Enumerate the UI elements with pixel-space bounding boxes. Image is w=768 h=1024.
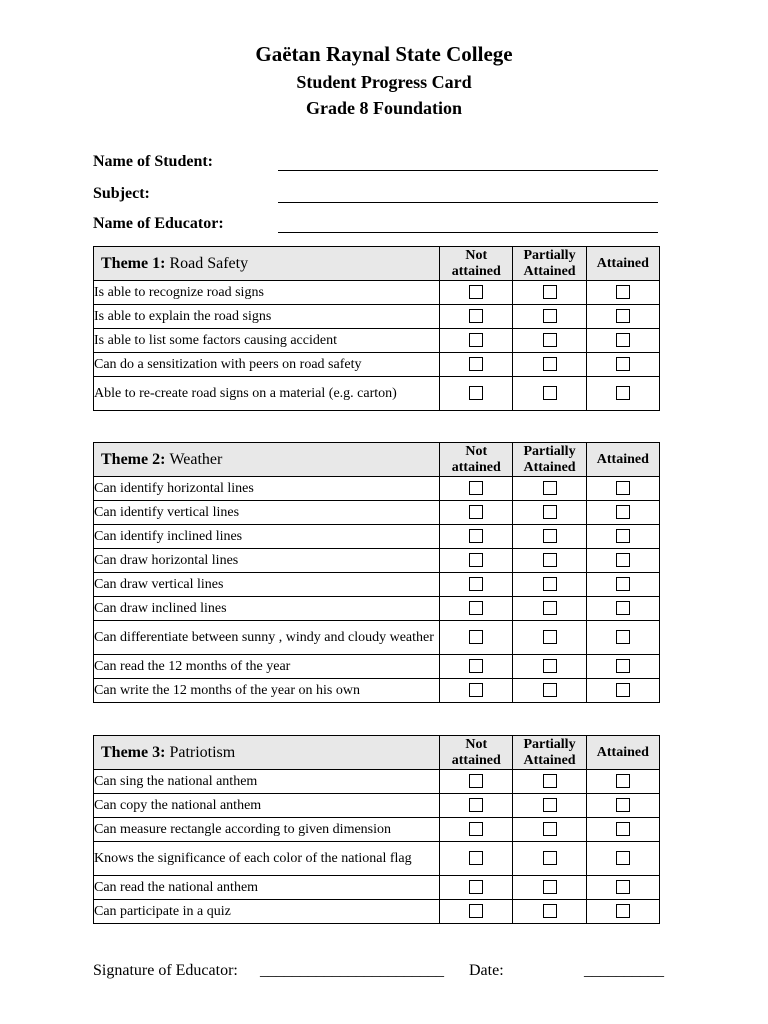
attained-cell: [586, 621, 659, 655]
not-attained-cell: [440, 477, 513, 501]
col-partially-attained-header: [513, 443, 586, 477]
criterion-text: Is able to list some factors causing accident: [94, 329, 440, 353]
attained-cell: [586, 818, 659, 842]
attained-checkbox[interactable]: [616, 529, 630, 543]
partially-attained-checkbox[interactable]: [543, 822, 557, 836]
theme-prefix: Theme 3:: [101, 743, 166, 761]
not-attained-checkbox[interactable]: [469, 798, 483, 812]
table-row: [94, 900, 660, 924]
partially-attained-cell: [513, 501, 586, 525]
criterion-text: Is able to recognize road signs: [94, 281, 440, 305]
theme-name: Road Safety: [169, 254, 249, 272]
partially-attained-cell: [513, 876, 586, 900]
partially-attained-checkbox[interactable]: [543, 851, 557, 865]
table-row: [94, 655, 660, 679]
table-row: [94, 818, 660, 842]
criterion-text: Can draw vertical lines: [94, 573, 440, 597]
not-attained-checkbox[interactable]: [469, 386, 483, 400]
partially-attained-checkbox[interactable]: [543, 683, 557, 697]
attained-checkbox[interactable]: [616, 285, 630, 299]
partially-attained-checkbox[interactable]: [543, 659, 557, 673]
partially-attained-checkbox[interactable]: [543, 904, 557, 918]
attained-checkbox[interactable]: [616, 505, 630, 519]
partially-attained-cell: [513, 900, 586, 924]
attained-cell: [586, 501, 659, 525]
partially-attained-checkbox[interactable]: [543, 529, 557, 543]
attained-cell: [586, 573, 659, 597]
col-partially-attained-label: Attained: [523, 752, 576, 768]
col-attained-header: [586, 736, 659, 770]
attained-checkbox[interactable]: [616, 683, 630, 697]
partially-attained-cell: [513, 329, 586, 353]
attained-cell: [586, 353, 659, 377]
not-attained-checkbox[interactable]: [469, 880, 483, 894]
criterion-text: Can differentiate between sunny , windy and cloudy weather: [94, 621, 440, 655]
table-row: [94, 477, 660, 501]
col-not-attained-label: attained: [451, 263, 501, 279]
col-not-attained-label: attained: [451, 459, 501, 475]
not-attained-cell: [440, 525, 513, 549]
table-row: [94, 501, 660, 525]
not-attained-cell: [440, 900, 513, 924]
not-attained-cell: [440, 842, 513, 876]
not-attained-cell: [440, 770, 513, 794]
attained-cell: [586, 525, 659, 549]
col-not-attained-label: Not: [465, 247, 488, 263]
table-row: [94, 525, 660, 549]
not-attained-cell: [440, 501, 513, 525]
table-row: [94, 794, 660, 818]
table-row: [94, 377, 660, 411]
partially-attained-checkbox[interactable]: [543, 798, 557, 812]
not-attained-cell: [440, 655, 513, 679]
partially-attained-cell: [513, 353, 586, 377]
attained-cell: [586, 876, 659, 900]
table-row: [94, 281, 660, 305]
col-not-attained-header: [440, 443, 513, 477]
col-partially-attained-header: [513, 247, 586, 281]
criterion-text: Can do a sensitization with peers on road safety: [94, 353, 440, 377]
col-not-attained-label: attained: [451, 752, 501, 768]
partially-attained-cell: [513, 818, 586, 842]
attained-cell: [586, 842, 659, 876]
theme-name: Weather: [169, 450, 223, 468]
not-attained-cell: [440, 329, 513, 353]
table-row: [94, 573, 660, 597]
not-attained-checkbox[interactable]: [469, 904, 483, 918]
not-attained-checkbox[interactable]: [469, 529, 483, 543]
partially-attained-checkbox[interactable]: [543, 774, 557, 788]
table-row: [94, 597, 660, 621]
theme-prefix: Theme 2:: [101, 450, 166, 468]
table-row: [94, 549, 660, 573]
partially-attained-cell: [513, 794, 586, 818]
partially-attained-cell: [513, 281, 586, 305]
partially-attained-checkbox[interactable]: [543, 285, 557, 299]
table-row: [94, 621, 660, 655]
partially-attained-cell: [513, 679, 586, 703]
partially-attained-checkbox[interactable]: [543, 553, 557, 567]
col-not-attained-label: Not: [465, 443, 488, 459]
partially-attained-cell: [513, 477, 586, 501]
attained-checkbox[interactable]: [616, 774, 630, 788]
not-attained-checkbox[interactable]: [469, 285, 483, 299]
attained-cell: [586, 477, 659, 501]
col-partially-attained-label: Attained: [523, 263, 576, 279]
subject-label: Subject:: [93, 185, 150, 202]
criterion-text: Able to re-create road signs on a material (e.g. carton): [94, 377, 440, 411]
not-attained-cell: [440, 549, 513, 573]
criterion-text: Can identify inclined lines: [94, 525, 440, 549]
not-attained-checkbox[interactable]: [469, 683, 483, 697]
col-partially-attained-label: Attained: [523, 459, 576, 475]
partially-attained-checkbox[interactable]: [543, 505, 557, 519]
not-attained-cell: [440, 305, 513, 329]
criterion-text: Can copy the national anthem: [94, 794, 440, 818]
criterion-text: Can draw horizontal lines: [94, 549, 440, 573]
not-attained-cell: [440, 573, 513, 597]
theme-table-1: [93, 246, 660, 411]
criterion-text: Can measure rectangle according to given dimension: [94, 818, 440, 842]
not-attained-checkbox[interactable]: [469, 357, 483, 371]
table-row: [94, 842, 660, 876]
not-attained-checkbox[interactable]: [469, 309, 483, 323]
partially-attained-checkbox[interactable]: [543, 481, 557, 495]
attained-checkbox[interactable]: [616, 630, 630, 644]
partially-attained-checkbox[interactable]: [543, 333, 557, 347]
attained-cell: [586, 655, 659, 679]
attained-checkbox[interactable]: [616, 386, 630, 400]
subject-field[interactable]: [278, 202, 658, 203]
grade-title: Grade 8 Foundation: [305, 98, 463, 118]
not-attained-checkbox[interactable]: [469, 481, 483, 495]
not-attained-checkbox[interactable]: [469, 659, 483, 673]
not-attained-checkbox[interactable]: [469, 601, 483, 615]
theme-title: [94, 736, 440, 770]
attained-cell: [586, 770, 659, 794]
criterion-text: Can read the national anthem: [94, 876, 440, 900]
attained-checkbox[interactable]: [616, 309, 630, 323]
theme-title: [94, 443, 440, 477]
partially-attained-cell: [513, 377, 586, 411]
attained-checkbox[interactable]: [616, 822, 630, 836]
not-attained-cell: [440, 876, 513, 900]
partially-attained-cell: [513, 842, 586, 876]
attained-checkbox[interactable]: [616, 481, 630, 495]
attained-checkbox[interactable]: [616, 577, 630, 591]
educator-name-label: Name of Educator:: [93, 215, 224, 232]
criterion-text: Is able to explain the road signs: [94, 305, 440, 329]
table-row: [94, 305, 660, 329]
attained-checkbox[interactable]: [616, 798, 630, 812]
col-partially-attained-header: [513, 736, 586, 770]
not-attained-checkbox[interactable]: [469, 505, 483, 519]
attained-checkbox[interactable]: [616, 553, 630, 567]
not-attained-checkbox[interactable]: [469, 577, 483, 591]
partially-attained-cell: [513, 597, 586, 621]
attained-cell: [586, 679, 659, 703]
partially-attained-checkbox[interactable]: [543, 386, 557, 400]
partially-attained-cell: [513, 305, 586, 329]
criterion-text: Knows the significance of each color of the national flag: [94, 842, 440, 876]
not-attained-cell: [440, 377, 513, 411]
criterion-text: Can write the 12 months of the year on his own: [94, 679, 440, 703]
attained-cell: [586, 900, 659, 924]
partially-attained-cell: [513, 621, 586, 655]
date-line[interactable]: __________: [584, 962, 664, 979]
partially-attained-cell: [513, 573, 586, 597]
col-attained-label: Attained: [596, 451, 649, 467]
criterion-text: Can draw inclined lines: [94, 597, 440, 621]
criterion-text: Can identify horizontal lines: [94, 477, 440, 501]
table-row: [94, 770, 660, 794]
partially-attained-checkbox[interactable]: [543, 357, 557, 371]
student-name-label: Name of Student:: [93, 153, 213, 170]
not-attained-checkbox[interactable]: [469, 774, 483, 788]
attained-cell: [586, 329, 659, 353]
attained-checkbox[interactable]: [616, 880, 630, 894]
col-partially-attained-label: Partially: [523, 443, 576, 459]
table-row: [94, 679, 660, 703]
not-attained-cell: [440, 281, 513, 305]
attained-cell: [586, 549, 659, 573]
attained-checkbox[interactable]: [616, 904, 630, 918]
educator-name-field[interactable]: [278, 232, 658, 233]
partially-attained-checkbox[interactable]: [543, 880, 557, 894]
attained-cell: [586, 305, 659, 329]
attained-cell: [586, 794, 659, 818]
not-attained-cell: [440, 353, 513, 377]
partially-attained-cell: [513, 655, 586, 679]
attained-cell: [586, 377, 659, 411]
not-attained-checkbox[interactable]: [469, 630, 483, 644]
attained-checkbox[interactable]: [616, 659, 630, 673]
col-attained-header: [586, 247, 659, 281]
theme-title: [94, 247, 440, 281]
not-attained-checkbox[interactable]: [469, 333, 483, 347]
attained-checkbox[interactable]: [616, 357, 630, 371]
not-attained-checkbox[interactable]: [469, 822, 483, 836]
date-label: Date:: [469, 962, 504, 979]
partially-attained-cell: [513, 549, 586, 573]
col-not-attained-header: [440, 247, 513, 281]
attained-checkbox[interactable]: [616, 851, 630, 865]
partially-attained-checkbox[interactable]: [543, 309, 557, 323]
col-attained-label: Attained: [596, 744, 649, 760]
signature-label: Signature of Educator:: [93, 962, 238, 979]
not-attained-checkbox[interactable]: [469, 553, 483, 567]
attained-cell: [586, 597, 659, 621]
card-title: Student Progress Card: [296, 72, 472, 92]
criterion-text: Can sing the national anthem: [94, 770, 440, 794]
col-not-attained-label: Not: [465, 736, 488, 752]
signature-line[interactable]: _______________________: [260, 962, 444, 979]
partially-attained-checkbox[interactable]: [543, 601, 557, 615]
partially-attained-cell: [513, 525, 586, 549]
attained-checkbox[interactable]: [616, 333, 630, 347]
table-row: [94, 876, 660, 900]
not-attained-cell: [440, 794, 513, 818]
partially-attained-checkbox[interactable]: [543, 577, 557, 591]
not-attained-cell: [440, 597, 513, 621]
col-attained-label: Attained: [596, 255, 649, 271]
table-row: [94, 329, 660, 353]
theme-name: Patriotism: [169, 743, 236, 761]
not-attained-checkbox[interactable]: [469, 851, 483, 865]
student-name-field[interactable]: [278, 170, 658, 171]
partially-attained-checkbox[interactable]: [543, 630, 557, 644]
theme-prefix: Theme 1:: [101, 254, 166, 272]
college-name: Gaëtan Raynal State College: [255, 42, 513, 66]
criterion-text: Can identify vertical lines: [94, 501, 440, 525]
attained-checkbox[interactable]: [616, 601, 630, 615]
col-attained-header: [586, 443, 659, 477]
criterion-text: Can participate in a quiz: [94, 900, 440, 924]
not-attained-cell: [440, 679, 513, 703]
col-partially-attained-label: Partially: [523, 247, 576, 263]
col-partially-attained-label: Partially: [523, 736, 576, 752]
col-not-attained-header: [440, 736, 513, 770]
theme-table-2: [93, 442, 660, 703]
criterion-text: Can read the 12 months of the year: [94, 655, 440, 679]
not-attained-cell: [440, 621, 513, 655]
table-row: [94, 353, 660, 377]
not-attained-cell: [440, 818, 513, 842]
theme-table-3: [93, 735, 660, 924]
partially-attained-cell: [513, 770, 586, 794]
attained-cell: [586, 281, 659, 305]
